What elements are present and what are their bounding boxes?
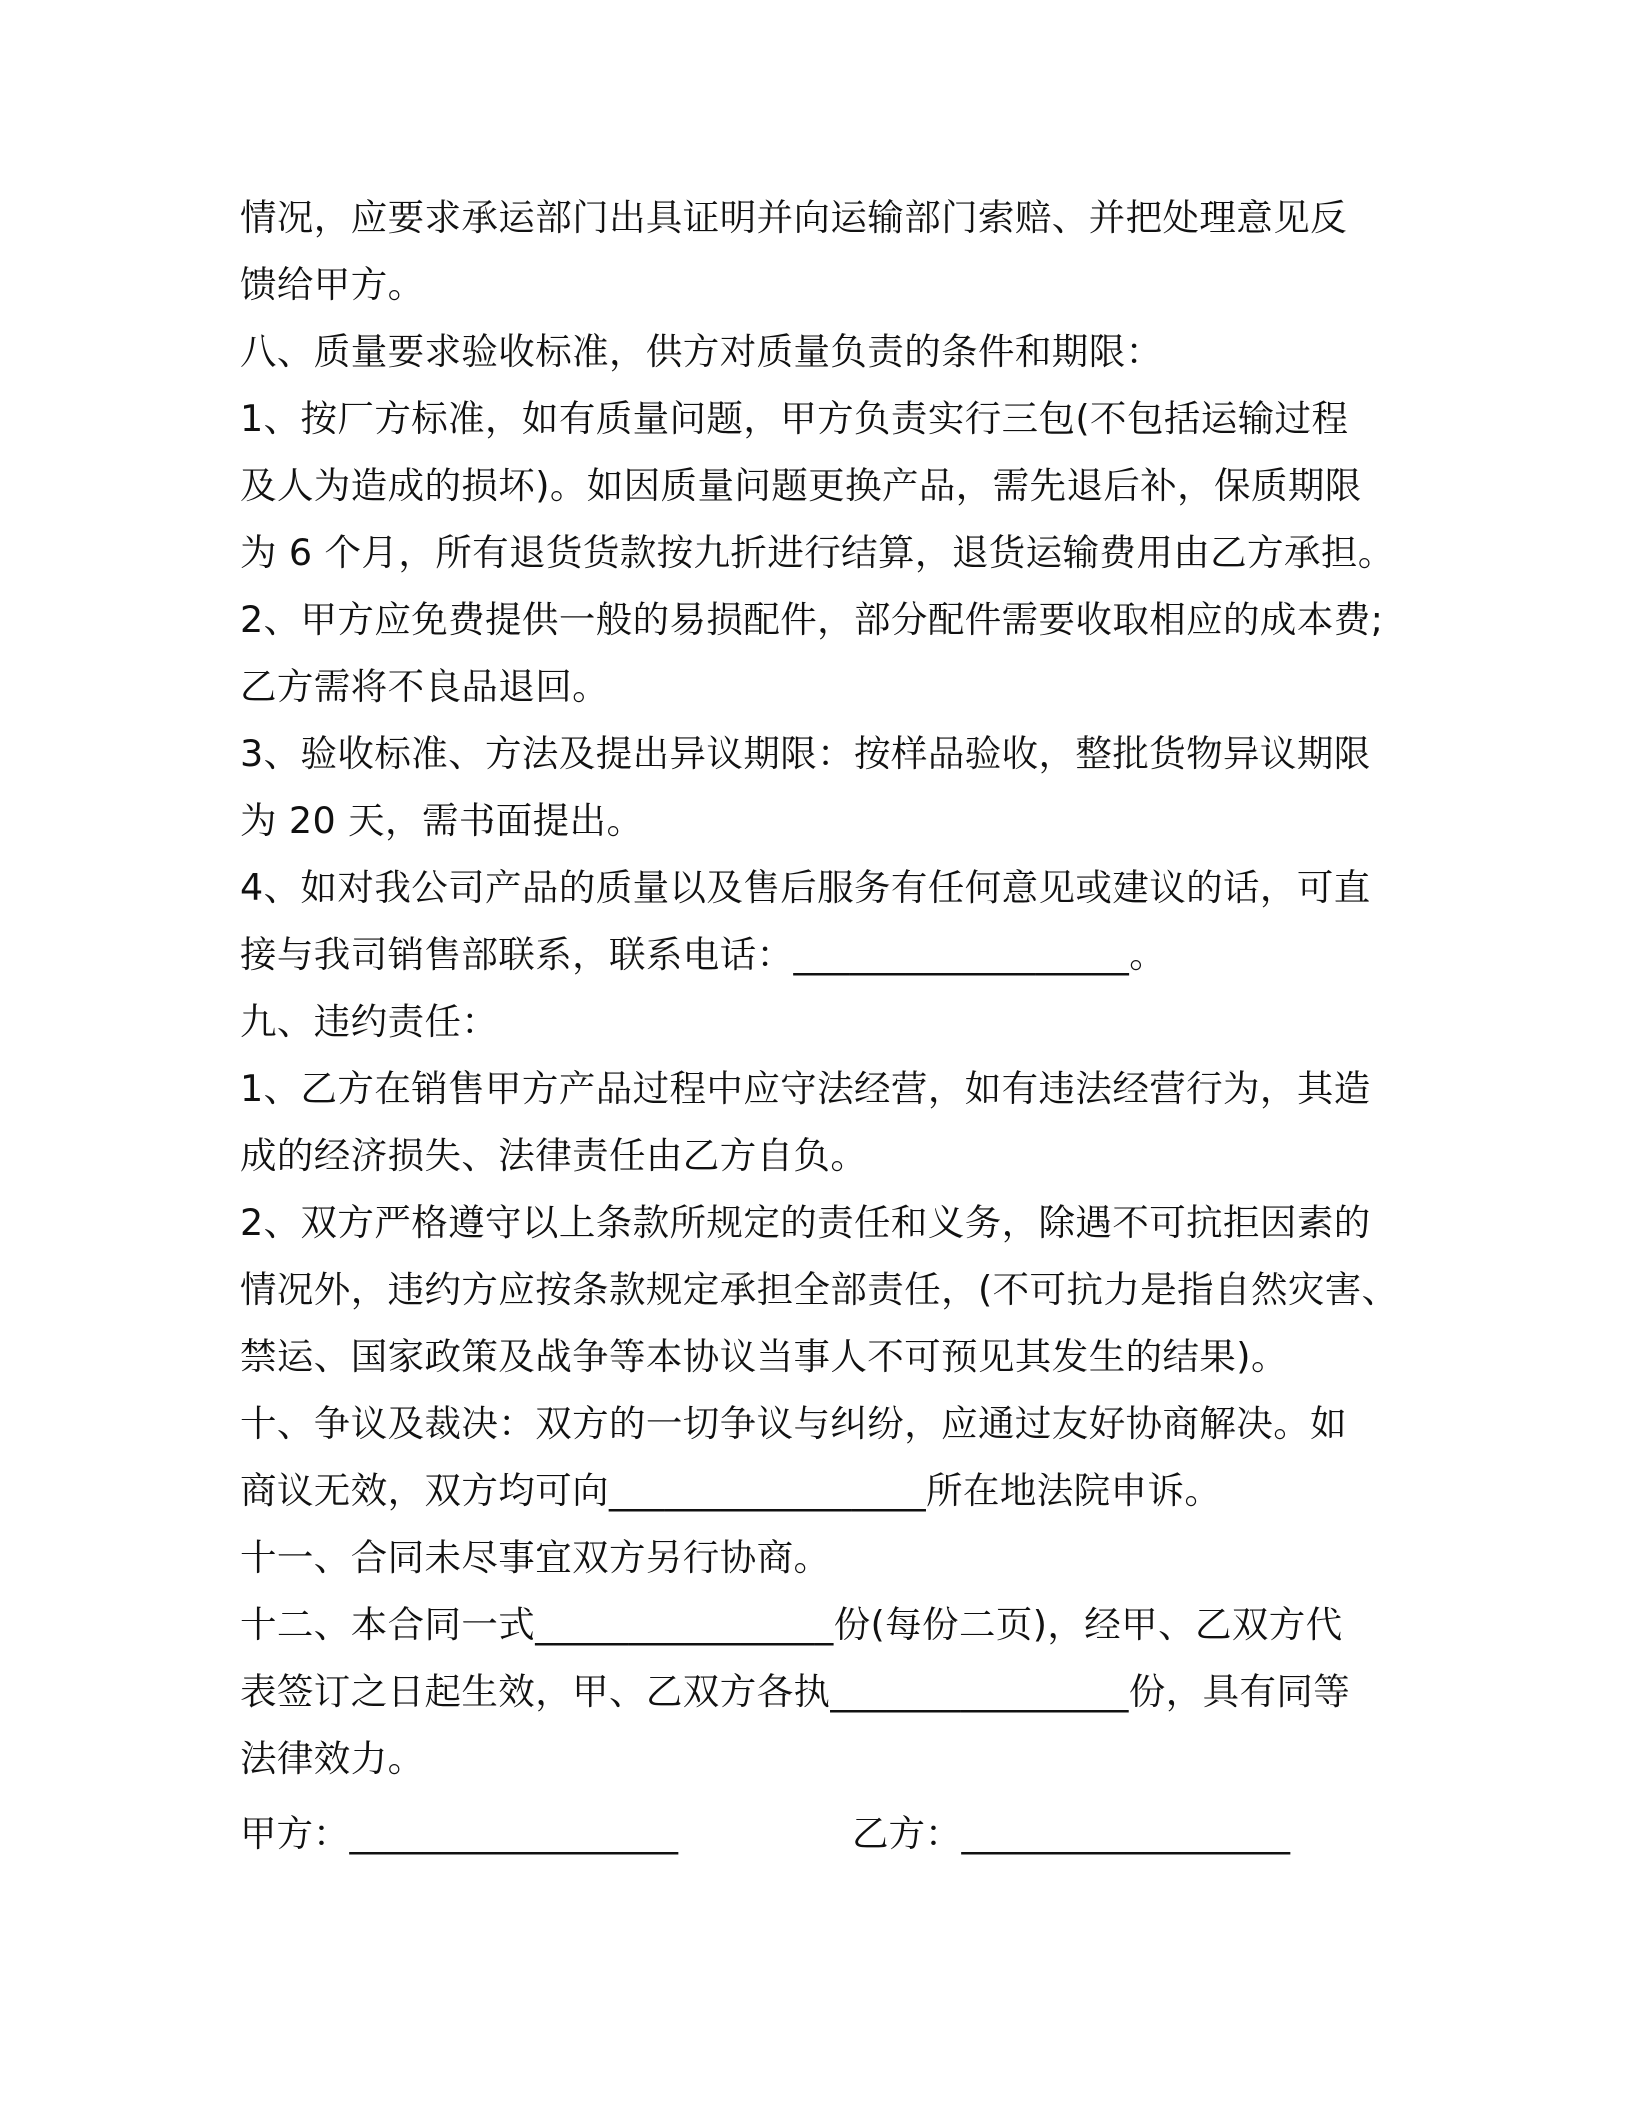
text-line: 表签订之日起生效，甲、乙双方各执________________份，具有同等 <box>240 1670 1351 1713</box>
text-line: 馈给甲方。 <box>240 263 425 306</box>
text-line: 乙方需将不良品退回。 <box>240 665 609 708</box>
party-b-signature: 乙方：__________________ <box>852 1812 1290 1855</box>
text-line: 禁运、国家政策及战争等本协议当事人不可预见其发生的结果)。 <box>240 1335 1288 1378</box>
text-line: 接与我司销售部联系，联系电话：__________________。 <box>240 933 1167 976</box>
section-heading: 十二、本合同一式________________份(每份二页)，经甲、乙双方代 <box>240 1603 1343 1646</box>
text-line: 1、按厂方标准，如有质量问题，甲方负责实行三包(不包括运输过程 <box>240 397 1349 440</box>
text-line: 1、乙方在销售甲方产品过程中应守法经营，如有违法经营行为，其造 <box>240 1067 1371 1110</box>
text-line: 成的经济损失、法律责任由乙方自负。 <box>240 1134 868 1177</box>
text-line: 为 6 个月，所有退货货款按九折进行结算，退货运输费用由乙方承担。 <box>240 531 1395 574</box>
section-heading: 十一、合同未尽事宜双方另行协商。 <box>240 1536 831 1579</box>
section-heading: 十、争议及裁决：双方的一切争议与纠纷，应通过友好协商解决。如 <box>240 1402 1347 1445</box>
text-line: 情况，应要求承运部门出具证明并向运输部门索赔、并把处理意见反 <box>240 196 1347 239</box>
text-line: 及人为造成的损坏)。如因质量问题更换产品，需先退后补，保质期限 <box>240 464 1362 507</box>
text-line: 商议无效，双方均可向_________________所在地法院申诉。 <box>240 1469 1222 1512</box>
text-line: 2、双方严格遵守以上条款所规定的责任和义务，除遇不可抗拒因素的 <box>240 1201 1371 1244</box>
section-heading: 八、质量要求验收标准，供方对质量负责的条件和期限： <box>240 330 1163 373</box>
text-line: 法律效力。 <box>240 1737 425 1780</box>
text-line: 4、如对我公司产品的质量以及售后服务有任何意见或建议的话，可直 <box>240 866 1371 909</box>
section-heading: 九、违约责任： <box>240 1000 499 1043</box>
text-line: 2、甲方应免费提供一般的易损配件，部分配件需要收取相应的成本费; <box>240 598 1384 641</box>
party-a-signature: 甲方：__________________ <box>240 1812 678 1855</box>
text-line: 为 20 天，需书面提出。 <box>240 799 644 842</box>
text-line: 情况外，违约方应按条款规定承担全部责任，(不可抗力是指自然灾害、 <box>240 1268 1399 1311</box>
text-line: 3、验收标准、方法及提出异议期限：按样品验收，整批货物异议期限 <box>240 732 1371 775</box>
